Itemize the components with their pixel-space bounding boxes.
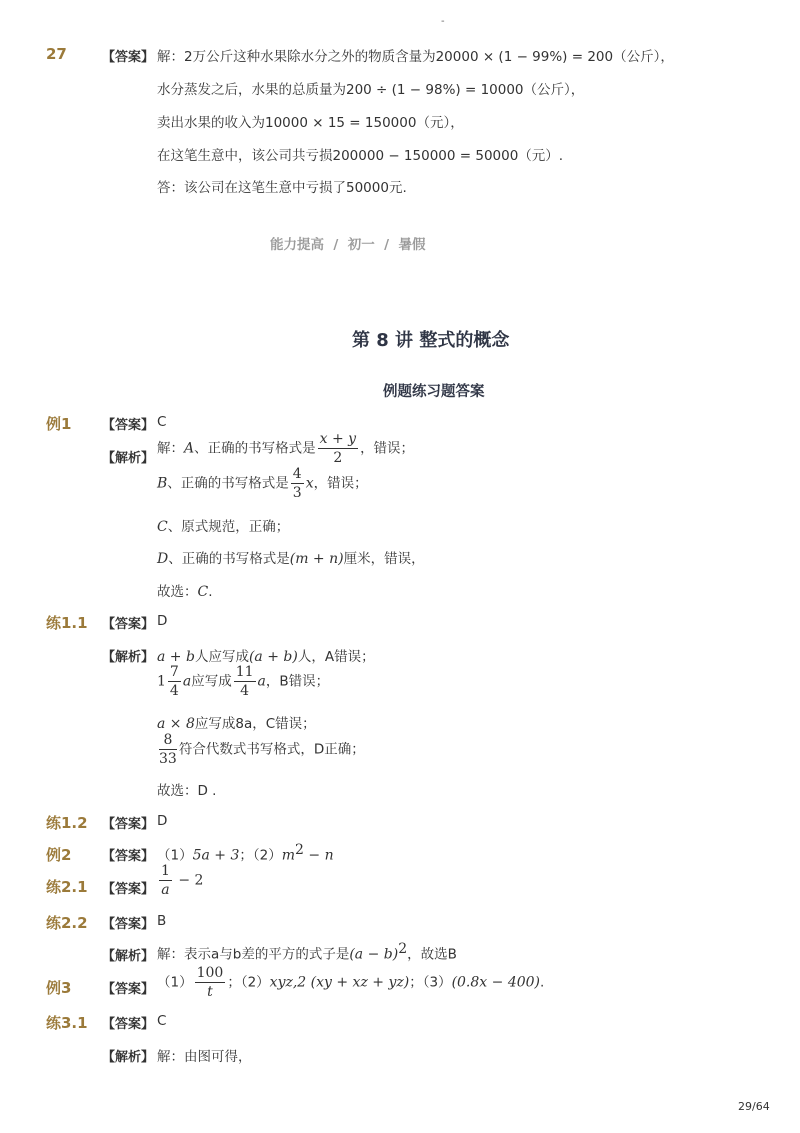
text: （1） [157,974,193,991]
analysis-line [157,665,329,698]
text: 应写成 [191,673,232,690]
answer-tag: 【答案】 [102,982,155,997]
answer-tag: 【答案】 [102,882,155,897]
math-expr: (0.8x − 400) [451,974,540,991]
text: . [208,584,213,600]
answer-value [157,864,203,897]
analysis-select [157,580,213,600]
breadcrumb: 能力提高 / 初一 / 暑假 [270,237,426,253]
text: 、原式规范，正确； [167,519,290,535]
answer-tag: 【答案】 [102,418,155,433]
analysis-line [157,733,365,766]
numerator: 8 [159,733,177,750]
analysis-line-c [157,515,289,535]
text: （1） [157,847,193,864]
page-number: 29/64 [738,1100,770,1113]
analysis-line [157,941,457,963]
section-title: 例题练习题答案 [383,384,485,400]
text: 人应写成 [194,649,249,665]
practice-number: 练1.1 [46,614,88,632]
numerator: x + y [319,431,357,447]
practice-number: 练2.2 [46,914,88,932]
math-int: 1 [157,673,166,690]
analysis-line [157,712,316,732]
answer-value: D [157,813,168,829]
math-expr: − n [303,847,334,864]
analysis-line [157,645,375,665]
answer-value [157,842,334,864]
math-expr: (a − b) [349,946,399,963]
practice-number: 练2.1 [46,878,88,896]
math-var: B [157,475,168,492]
analysis-tag: 【解析】 [102,650,155,665]
analysis-line: 故选：D . [157,783,217,799]
text: 符合代数式书写格式，D正确； [178,741,365,758]
fraction [168,665,181,698]
denominator: 2 [333,450,343,466]
answer-line: 卖出水果的收入为10000 × 15 = 150000（元）， [157,115,464,131]
exponent: 2 [295,842,304,858]
answer-tag: 【答案】 [102,917,155,932]
answer-tag: 【答案】 [102,617,155,632]
text: 人，A错误； [297,649,375,665]
math-expr: a × 8 [157,716,195,732]
text: ；（2） [239,847,282,864]
text: 、正确的书写格式是 [168,551,290,567]
math-var: D [157,551,169,567]
denominator: a [161,882,170,898]
math-expr: xyz,2 (xy + xz + yz) [269,974,410,991]
answer-tag: 【答案】 [102,50,155,65]
math-var: C [157,519,168,535]
math-var: m [281,847,296,864]
answer-line: 解：2万公斤这种水果除水分之外的物质含量为20000 × (1 − 99%) = 200（公斤）， [157,49,674,65]
answer-value: B [157,913,167,929]
text: ；（3） [409,974,452,991]
math-expr: − 2 [173,872,204,889]
answer-tag: 【答案】 [102,1017,155,1032]
analysis-tag: 【解析】 [102,1050,155,1065]
text: 、正确的书写格式是 [194,440,316,457]
answer-line: 水分蒸发之后，水果的总质量为200 ÷ (1 − 98%) = 10000（公斤）， [157,82,585,98]
math-expr: 5a + 3 [192,847,240,864]
analysis-line: 解：由图可得， [157,1049,252,1065]
analysis-line-a [157,432,414,465]
math-expr: (m + n) [289,551,344,567]
math-var: x [305,475,314,492]
text: ，错误； [360,440,415,457]
answer-value [157,966,544,999]
math-var: a [257,673,266,690]
answer-value: C [157,414,167,430]
analysis-line-d [157,547,425,567]
exponent: 2 [398,941,408,957]
numerator: 7 [169,664,179,680]
fraction [318,432,358,465]
text: ，错误； [313,475,368,492]
math-expr: (a + b) [248,649,298,665]
practice-number: 练3.1 [46,1014,88,1032]
text: 厘米，错误， [343,551,425,567]
answer-tag: 【答案】 [102,817,155,832]
answer-value: D [157,613,168,629]
text: 、正确的书写格式是 [167,475,289,492]
question-number: 27 [46,45,67,63]
denominator: t [207,984,213,1000]
fraction [159,733,177,766]
answer-tag: 【答案】 [102,849,155,864]
example-number: 例2 [46,846,72,864]
text: ，故选B [407,946,457,963]
text: ；（2） [227,974,270,991]
denominator: 3 [292,485,302,501]
chapter-title: 第 8 讲 整式的概念 [352,330,510,351]
fraction [291,467,304,500]
denominator: 33 [159,751,177,767]
top-mark: - [441,16,445,27]
fraction [234,665,256,698]
math-var: a [182,673,192,690]
text: ，B错误； [265,673,330,690]
fraction [195,966,226,999]
fraction [159,864,172,897]
text: 解： [157,440,184,457]
text: 应写成8a，C错误； [194,716,316,732]
text: 故选： [157,584,198,600]
math-var: C [197,584,209,600]
analysis-tag: 【解析】 [102,451,155,466]
denominator: 4 [240,683,250,699]
math-expr: a + b [157,649,195,665]
text: . [540,974,545,991]
numerator: 1 [161,863,170,879]
practice-number: 练1.2 [46,814,88,832]
text: 解：表示a与b差的平方的式子是 [157,946,350,963]
example-number: 例1 [46,415,72,433]
numerator: 11 [235,664,254,680]
example-number: 例3 [46,979,72,997]
answer-line: 答：该公司在这笔生意中亏损了50000元. [157,180,407,196]
math-var: A [184,440,195,457]
answer-line: 在这笔生意中，该公司共亏损200000 − 150000 = 50000（元）. [157,148,564,164]
numerator: 4 [292,466,302,482]
denominator: 4 [169,683,179,699]
answer-value: C [157,1013,167,1029]
analysis-line-b [157,467,368,500]
numerator: 100 [196,965,224,981]
analysis-tag: 【解析】 [102,949,155,964]
